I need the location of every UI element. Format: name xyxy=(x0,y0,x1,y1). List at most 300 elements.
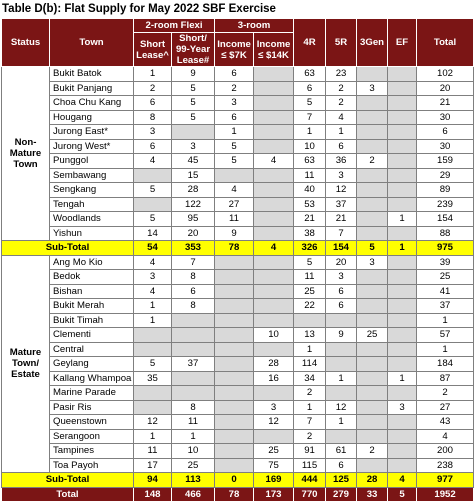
cell-4r: 115 xyxy=(294,458,326,473)
cell-short-99-year-lease: 6 xyxy=(172,284,215,299)
cell-short-99-year-lease: 95 xyxy=(172,212,215,227)
cell-ef xyxy=(388,154,417,169)
cell-total: 1952 xyxy=(417,487,474,502)
cell-ef xyxy=(388,67,417,82)
cell-short-lease xyxy=(134,342,172,357)
cell-short-lease: 3 xyxy=(134,270,172,285)
cell-5r: 6 xyxy=(326,458,357,473)
cell-3gen xyxy=(357,96,388,111)
cell-income-14k: 169 xyxy=(254,473,294,488)
header-3room: 3-room xyxy=(215,19,294,33)
cell-income-14k xyxy=(254,313,294,328)
cell-3gen: 28 xyxy=(357,473,388,488)
cell-5r: 36 xyxy=(326,154,357,169)
cell-income-7k xyxy=(215,255,254,270)
cell-4r: 444 xyxy=(294,473,326,488)
cell-short-99-year-lease: 25 xyxy=(172,458,215,473)
cell-ef xyxy=(388,270,417,285)
cell-income-7k xyxy=(215,429,254,444)
cell-3gen xyxy=(357,313,388,328)
cell-income-14k xyxy=(254,81,294,96)
header-2room-flexi: 2-room Flexi xyxy=(134,19,215,33)
cell-total: 977 xyxy=(417,473,474,488)
cell-income-7k: 1 xyxy=(215,125,254,140)
cell-income-14k: 4 xyxy=(254,154,294,169)
cell-income-14k: 12 xyxy=(254,415,294,430)
cell-income-14k xyxy=(254,255,294,270)
cell-5r: 61 xyxy=(326,444,357,459)
cell-income-7k xyxy=(215,458,254,473)
cell-5r xyxy=(326,313,357,328)
town-name: Serangoon xyxy=(50,429,134,444)
cell-income-7k: 5 xyxy=(215,154,254,169)
cell-total: 975 xyxy=(417,241,474,256)
cell-short-99-year-lease: 28 xyxy=(172,183,215,198)
town-name: Jurong West* xyxy=(50,139,134,154)
town-name: Bishan xyxy=(50,284,134,299)
cell-income-14k xyxy=(254,96,294,111)
cell-short-lease: 1 xyxy=(134,299,172,314)
subtotal-label: Sub-Total xyxy=(2,473,134,488)
cell-3gen: 3 xyxy=(357,81,388,96)
cell-income-7k xyxy=(215,357,254,372)
cell-4r: 11 xyxy=(294,168,326,183)
cell-income-14k: 28 xyxy=(254,357,294,372)
cell-5r: 125 xyxy=(326,473,357,488)
cell-short-99-year-lease: 15 xyxy=(172,168,215,183)
cell-total: 20 xyxy=(417,81,474,96)
cell-total: 27 xyxy=(417,400,474,415)
cell-income-7k: 78 xyxy=(215,487,254,502)
cell-short-lease xyxy=(134,197,172,212)
cell-short-lease: 1 xyxy=(134,313,172,328)
cell-short-99-year-lease xyxy=(172,371,215,386)
cell-4r: 6 xyxy=(294,81,326,96)
cell-short-lease: 3 xyxy=(134,125,172,140)
town-name: Clementi xyxy=(50,328,134,343)
cell-income-7k xyxy=(215,444,254,459)
subtotal-row xyxy=(2,473,474,488)
cell-5r: 4 xyxy=(326,110,357,125)
table-row xyxy=(2,226,474,241)
cell-4r: 91 xyxy=(294,444,326,459)
table-row xyxy=(2,110,474,125)
header-4r: 4R xyxy=(294,19,326,67)
cell-5r: 23 xyxy=(326,67,357,82)
cell-short-lease xyxy=(134,328,172,343)
cell-income-14k xyxy=(254,168,294,183)
cell-5r: 2 xyxy=(326,81,357,96)
cell-total: 30 xyxy=(417,110,474,125)
cell-4r: 34 xyxy=(294,371,326,386)
cell-3gen xyxy=(357,342,388,357)
table-row xyxy=(2,96,474,111)
cell-short-99-year-lease xyxy=(172,386,215,401)
cell-4r: 13 xyxy=(294,328,326,343)
cell-income-7k: 6 xyxy=(215,67,254,82)
table-row xyxy=(2,415,474,430)
table-row xyxy=(2,67,474,82)
cell-income-14k xyxy=(254,284,294,299)
cell-short-lease: 8 xyxy=(134,110,172,125)
cell-4r: 40 xyxy=(294,183,326,198)
cell-3gen xyxy=(357,139,388,154)
cell-total: 25 xyxy=(417,270,474,285)
cell-5r: 37 xyxy=(326,197,357,212)
header-income-14k: Income ≤ $14K xyxy=(254,33,294,67)
cell-total: 88 xyxy=(417,226,474,241)
total-row xyxy=(2,487,474,502)
cell-short-99-year-lease: 8 xyxy=(172,400,215,415)
cell-income-7k xyxy=(215,299,254,314)
table-body xyxy=(2,67,474,502)
town-name: Woodlands xyxy=(50,212,134,227)
town-name: Queenstown xyxy=(50,415,134,430)
table-row xyxy=(2,270,474,285)
cell-ef: 5 xyxy=(388,487,417,502)
town-name: Bukit Merah xyxy=(50,299,134,314)
cell-income-7k: 9 xyxy=(215,226,254,241)
total-label: Total xyxy=(2,487,134,502)
cell-4r: 114 xyxy=(294,357,326,372)
cell-4r: 7 xyxy=(294,110,326,125)
cell-total: 184 xyxy=(417,357,474,372)
cell-3gen xyxy=(357,197,388,212)
cell-short-lease: 148 xyxy=(134,487,172,502)
cell-income-7k xyxy=(215,328,254,343)
cell-4r: 25 xyxy=(294,284,326,299)
cell-5r: 12 xyxy=(326,400,357,415)
cell-income-7k xyxy=(215,313,254,328)
cell-short-lease: 6 xyxy=(134,139,172,154)
cell-4r: 1 xyxy=(294,400,326,415)
cell-short-99-year-lease xyxy=(172,125,215,140)
cell-5r: 9 xyxy=(326,328,357,343)
cell-income-7k xyxy=(215,386,254,401)
table-row xyxy=(2,342,474,357)
cell-ef xyxy=(388,284,417,299)
cell-short-99-year-lease: 37 xyxy=(172,357,215,372)
cell-income-14k xyxy=(254,270,294,285)
cell-3gen: 3 xyxy=(357,255,388,270)
town-name: Punggol xyxy=(50,154,134,169)
cell-short-lease: 5 xyxy=(134,212,172,227)
cell-short-lease: 4 xyxy=(134,284,172,299)
cell-3gen: 2 xyxy=(357,154,388,169)
cell-4r: 326 xyxy=(294,241,326,256)
cell-total: 200 xyxy=(417,444,474,459)
cell-income-14k xyxy=(254,197,294,212)
cell-ef xyxy=(388,458,417,473)
cell-ef xyxy=(388,197,417,212)
cell-short-lease: 12 xyxy=(134,415,172,430)
cell-total: 89 xyxy=(417,183,474,198)
table-row xyxy=(2,386,474,401)
cell-income-7k: 3 xyxy=(215,96,254,111)
cell-3gen xyxy=(357,226,388,241)
cell-ef xyxy=(388,139,417,154)
cell-3gen xyxy=(357,168,388,183)
cell-income-14k: 3 xyxy=(254,400,294,415)
cell-income-7k: 11 xyxy=(215,212,254,227)
cell-short-99-year-lease: 466 xyxy=(172,487,215,502)
header-income-7k: Income ≤ $7K xyxy=(215,33,254,67)
town-name: Hougang xyxy=(50,110,134,125)
cell-short-lease: 5 xyxy=(134,357,172,372)
table-row xyxy=(2,212,474,227)
cell-3gen xyxy=(357,386,388,401)
cell-short-lease: 54 xyxy=(134,241,172,256)
table-row xyxy=(2,154,474,169)
cell-short-lease: 17 xyxy=(134,458,172,473)
table-row xyxy=(2,197,474,212)
cell-5r: 1 xyxy=(326,371,357,386)
cell-total: 1 xyxy=(417,313,474,328)
cell-short-99-year-lease: 113 xyxy=(172,473,215,488)
cell-total: 57 xyxy=(417,328,474,343)
cell-income-14k xyxy=(254,110,294,125)
cell-4r: 22 xyxy=(294,299,326,314)
header-3gen: 3Gen xyxy=(357,19,388,67)
cell-short-99-year-lease xyxy=(172,342,215,357)
town-name: Sembawang xyxy=(50,168,134,183)
cell-ef xyxy=(388,313,417,328)
table-row xyxy=(2,357,474,372)
cell-ef xyxy=(388,328,417,343)
cell-income-14k xyxy=(254,125,294,140)
cell-total: 30 xyxy=(417,139,474,154)
cell-total: 41 xyxy=(417,284,474,299)
cell-short-lease: 6 xyxy=(134,96,172,111)
cell-income-7k xyxy=(215,371,254,386)
cell-ef xyxy=(388,429,417,444)
cell-income-7k: 2 xyxy=(215,81,254,96)
cell-income-7k: 6 xyxy=(215,110,254,125)
cell-income-7k xyxy=(215,284,254,299)
cell-5r: 3 xyxy=(326,270,357,285)
cell-ef: 4 xyxy=(388,473,417,488)
cell-3gen xyxy=(357,299,388,314)
cell-5r: 154 xyxy=(326,241,357,256)
town-name: Toa Payoh xyxy=(50,458,134,473)
cell-3gen xyxy=(357,400,388,415)
cell-4r: 10 xyxy=(294,139,326,154)
cell-income-7k: 27 xyxy=(215,197,254,212)
cell-income-14k: 173 xyxy=(254,487,294,502)
town-name: Bukit Batok xyxy=(50,67,134,82)
cell-total: 2 xyxy=(417,386,474,401)
header-ef: EF xyxy=(388,19,417,67)
header-total: Total xyxy=(417,19,474,67)
cell-4r: 2 xyxy=(294,386,326,401)
cell-ef: 1 xyxy=(388,371,417,386)
cell-4r: 1 xyxy=(294,125,326,140)
cell-4r xyxy=(294,313,326,328)
cell-short-99-year-lease xyxy=(172,313,215,328)
cell-5r: 6 xyxy=(326,139,357,154)
town-name: Tengah xyxy=(50,197,134,212)
header-short-99-year-lease: Short/ 99-Year Lease# xyxy=(172,33,215,67)
cell-5r xyxy=(326,357,357,372)
cell-total: 21 xyxy=(417,96,474,111)
table-row xyxy=(2,284,474,299)
cell-income-7k xyxy=(215,400,254,415)
cell-5r: 3 xyxy=(326,168,357,183)
cell-short-lease: 4 xyxy=(134,255,172,270)
cell-5r: 6 xyxy=(326,299,357,314)
cell-3gen: 5 xyxy=(357,241,388,256)
cell-4r: 21 xyxy=(294,212,326,227)
cell-short-99-year-lease: 20 xyxy=(172,226,215,241)
cell-5r xyxy=(326,429,357,444)
table-row xyxy=(2,81,474,96)
cell-3gen xyxy=(357,415,388,430)
cell-5r: 12 xyxy=(326,183,357,198)
table-row xyxy=(2,139,474,154)
town-name: Choa Chu Kang xyxy=(50,96,134,111)
table-row xyxy=(2,458,474,473)
cell-4r: 63 xyxy=(294,67,326,82)
cell-short-lease: 1 xyxy=(134,429,172,444)
table-row xyxy=(2,168,474,183)
town-name: Bukit Panjang xyxy=(50,81,134,96)
cell-income-7k xyxy=(215,415,254,430)
cell-5r xyxy=(326,386,357,401)
cell-ef xyxy=(388,168,417,183)
cell-5r: 1 xyxy=(326,415,357,430)
town-name: Jurong East* xyxy=(50,125,134,140)
table-row xyxy=(2,255,474,270)
cell-short-lease xyxy=(134,168,172,183)
cell-ef: 1 xyxy=(388,241,417,256)
town-name: Kallang Whampoa xyxy=(50,371,134,386)
cell-income-14k: 10 xyxy=(254,328,294,343)
cell-income-7k: 0 xyxy=(215,473,254,488)
town-name: Marine Parade xyxy=(50,386,134,401)
town-name: Yishun xyxy=(50,226,134,241)
cell-total: 29 xyxy=(417,168,474,183)
cell-total: 238 xyxy=(417,458,474,473)
cell-short-lease: 5 xyxy=(134,183,172,198)
cell-income-7k: 78 xyxy=(215,241,254,256)
table-row xyxy=(2,313,474,328)
cell-total: 6 xyxy=(417,125,474,140)
cell-short-lease: 4 xyxy=(134,154,172,169)
cell-5r: 7 xyxy=(326,226,357,241)
cell-short-99-year-lease: 8 xyxy=(172,299,215,314)
status-label: Mature Town/ Estate xyxy=(2,255,50,473)
town-name: Pasir Ris xyxy=(50,400,134,415)
cell-4r: 11 xyxy=(294,270,326,285)
cell-income-14k xyxy=(254,342,294,357)
cell-income-7k xyxy=(215,168,254,183)
town-name: Bedok xyxy=(50,270,134,285)
cell-short-99-year-lease: 122 xyxy=(172,197,215,212)
cell-short-99-year-lease: 5 xyxy=(172,81,215,96)
cell-short-99-year-lease: 353 xyxy=(172,241,215,256)
cell-3gen xyxy=(357,183,388,198)
cell-ef xyxy=(388,96,417,111)
cell-short-99-year-lease: 11 xyxy=(172,415,215,430)
cell-3gen xyxy=(357,458,388,473)
cell-ef xyxy=(388,415,417,430)
table-title: Table D(b): Flat Supply for May 2022 SBF Exercise xyxy=(2,3,276,15)
town-name: Geylang xyxy=(50,357,134,372)
cell-total: 4 xyxy=(417,429,474,444)
cell-ef xyxy=(388,342,417,357)
cell-4r: 5 xyxy=(294,255,326,270)
cell-ef xyxy=(388,386,417,401)
cell-4r: 5 xyxy=(294,96,326,111)
cell-income-14k xyxy=(254,226,294,241)
table-row xyxy=(2,125,474,140)
cell-5r: 2 xyxy=(326,96,357,111)
cell-short-99-year-lease: 1 xyxy=(172,429,215,444)
status-label: Non-Mature Town xyxy=(2,67,50,241)
cell-income-14k xyxy=(254,299,294,314)
town-name: Central xyxy=(50,342,134,357)
table-row xyxy=(2,328,474,343)
cell-income-14k: 75 xyxy=(254,458,294,473)
cell-short-99-year-lease: 8 xyxy=(172,270,215,285)
cell-short-99-year-lease: 9 xyxy=(172,67,215,82)
cell-short-lease: 1 xyxy=(134,67,172,82)
cell-income-14k xyxy=(254,67,294,82)
cell-ef xyxy=(388,255,417,270)
town-name: Ang Mo Kio xyxy=(50,255,134,270)
cell-income-14k xyxy=(254,183,294,198)
table-row xyxy=(2,429,474,444)
cell-total: 102 xyxy=(417,67,474,82)
cell-income-14k xyxy=(254,139,294,154)
cell-4r: 7 xyxy=(294,415,326,430)
cell-total: 87 xyxy=(417,371,474,386)
cell-4r: 63 xyxy=(294,154,326,169)
header-row-groups xyxy=(2,19,474,33)
cell-5r: 6 xyxy=(326,284,357,299)
cell-4r: 38 xyxy=(294,226,326,241)
cell-income-7k: 4 xyxy=(215,183,254,198)
cell-total: 37 xyxy=(417,299,474,314)
cell-4r: 53 xyxy=(294,197,326,212)
cell-5r: 1 xyxy=(326,125,357,140)
cell-3gen xyxy=(357,357,388,372)
table-row xyxy=(2,400,474,415)
table-row xyxy=(2,371,474,386)
cell-3gen xyxy=(357,371,388,386)
cell-total: 154 xyxy=(417,212,474,227)
cell-3gen: 2 xyxy=(357,444,388,459)
town-name: Sengkang xyxy=(50,183,134,198)
cell-short-lease: 14 xyxy=(134,226,172,241)
cell-ef xyxy=(388,81,417,96)
cell-short-lease: 35 xyxy=(134,371,172,386)
cell-short-99-year-lease: 5 xyxy=(172,110,215,125)
header-status: Status xyxy=(2,19,50,67)
cell-ef: 3 xyxy=(388,400,417,415)
cell-income-14k: 16 xyxy=(254,371,294,386)
cell-income-7k: 5 xyxy=(215,139,254,154)
cell-3gen xyxy=(357,212,388,227)
cell-income-14k xyxy=(254,212,294,227)
subtotal-label: Sub-Total xyxy=(2,241,134,256)
flat-supply-table xyxy=(1,18,474,502)
cell-4r: 770 xyxy=(294,487,326,502)
cell-ef xyxy=(388,357,417,372)
cell-ef xyxy=(388,125,417,140)
cell-income-14k: 4 xyxy=(254,241,294,256)
subtotal-row xyxy=(2,241,474,256)
